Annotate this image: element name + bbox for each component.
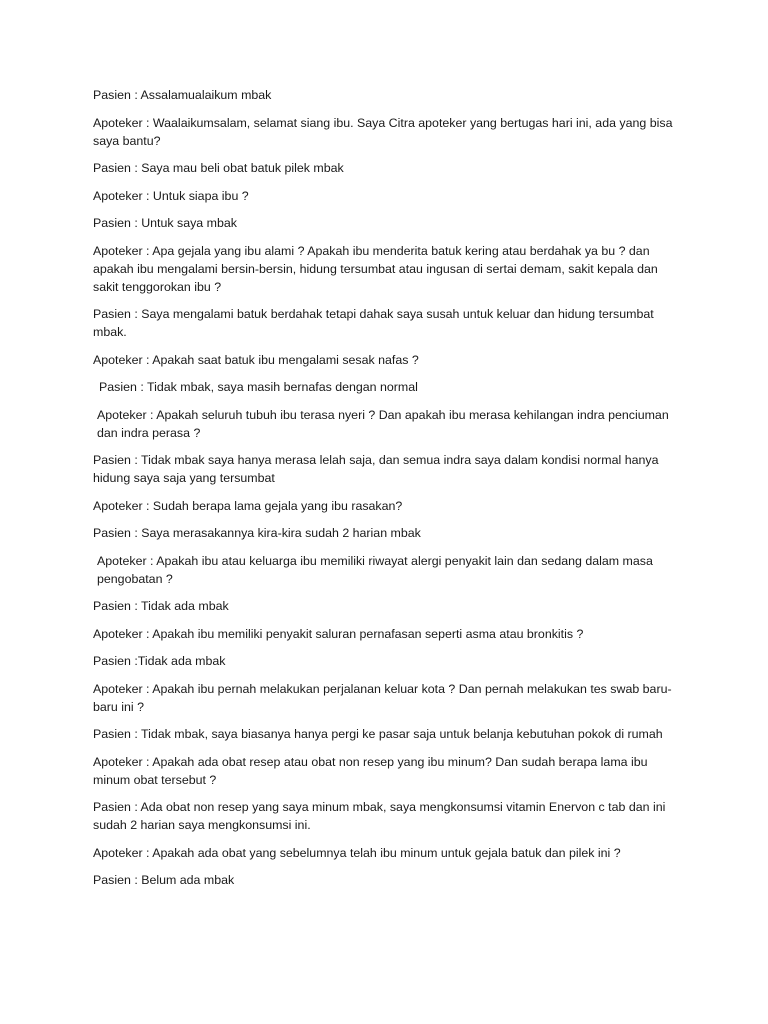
- dialogue-line: Pasien : Tidak mbak, saya biasanya hanya pergi ke pasar saja untuk belanja kebutuhan pokok di rumah: [93, 727, 663, 741]
- dialogue-line: Pasien : Tidak ada mbak: [93, 599, 229, 613]
- dialogue-line: Apoteker : Untuk siapa ibu ?: [93, 188, 249, 203]
- dialogue-line: Pasien : Saya mengalami batuk berdahak tetapi dahak saya susah untuk keluar dan hidung tersumbat mbak.: [93, 307, 654, 339]
- dialogue-line: Pasien : Belum ada mbak: [93, 873, 235, 887]
- dialogue-line: Apoteker : Apakah saat batuk ibu mengalami sesak nafas ?: [93, 352, 419, 367]
- dialogue-line: Pasien : Tidak mbak saya hanya merasa lelah saja, dan semua indra saya dalam kondisi normal hanya hidung saya saja yang tersumbat: [93, 453, 659, 485]
- dialogue-line: Apoteker : Apakah ibu memiliki penyakit saluran pernafasan seperti asma atau bronkitis ?: [93, 626, 584, 641]
- dialogue-line: Pasien : Assalamualaikum mbak: [93, 88, 272, 102]
- dialogue-line: Apoteker : Apa gejala yang ibu alami ? Apakah ibu menderita batuk kering atau berdahak ya bu ? dan apakah ibu mengalami bersin-bersin, hidung tersumbat atau ingusan di sertai demam, sakit kepala dan sakit tenggorokan ibu ?: [93, 243, 658, 294]
- dialogue-line: Apoteker : Apakah seluruh tubuh ibu terasa nyeri ? Dan apakah ibu merasa kehilangan indra penciuman dan indra perasa ?: [97, 407, 669, 440]
- dialogue-line: Apoteker : Apakah ada obat resep atau obat non resep yang ibu minum? Dan sudah berapa lama ibu minum obat tersebut ?: [93, 754, 648, 787]
- dialogue-line: Apoteker : Apakah ibu atau keluarga ibu memiliki riwayat alergi penyakit lain dan sedang dalam masa pengobatan ?: [97, 553, 653, 586]
- dialogue-line: Pasien : Ada obat non resep yang saya minum mbak, saya mengkonsumsi vitamin Enervon c tab dan ini sudah 2 harian saya mengkonsumsi ini.: [93, 800, 666, 832]
- dialogue-line: Apoteker : Apakah ada obat yang sebelumnya telah ibu minum untuk gejala batuk dan pilek ini ?: [93, 845, 621, 860]
- dialogue-line: Apoteker : Apakah ibu pernah melakukan perjalanan keluar kota ? Dan pernah melakukan tes swab baru-baru ini ?: [93, 681, 672, 714]
- dialogue-line: Apoteker : Waalaikumsalam, selamat siang ibu. Saya Citra apoteker yang bertugas hari ini, ada yang bisa saya bantu?: [93, 115, 673, 148]
- dialogue-line: Pasien : Tidak mbak, saya masih bernafas dengan normal: [99, 380, 418, 394]
- dialogue-line: Apoteker : Sudah berapa lama gejala yang ibu rasakan?: [93, 498, 403, 513]
- dialogue-text: [93, 86, 683, 899]
- dialogue-line: Pasien : Saya merasakannya kira-kira sudah 2 harian mbak: [93, 526, 421, 540]
- dialogue-line: Pasien : Saya mau beli obat batuk pilek mbak: [93, 161, 344, 175]
- dialogue-line: Pasien : Untuk saya mbak: [93, 216, 237, 230]
- dialogue-line: Pasien :Tidak ada mbak: [93, 654, 226, 668]
